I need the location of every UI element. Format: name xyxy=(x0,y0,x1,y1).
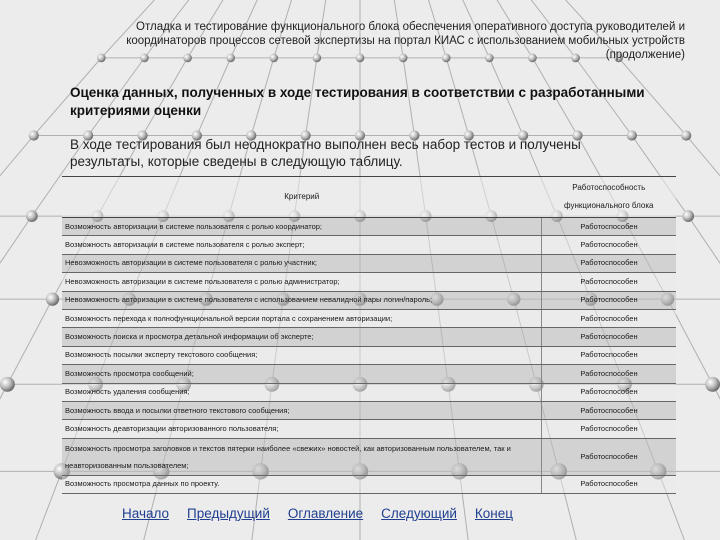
criterion-cell: Возможность удаления сообщения; xyxy=(62,383,542,401)
header-status: Работоспособность функционального блока xyxy=(542,177,677,218)
grid-sphere xyxy=(681,130,691,140)
grid-sphere xyxy=(0,377,15,392)
grid-sphere xyxy=(29,130,39,140)
grid-sphere xyxy=(26,210,38,222)
criterion-cell: Невозможность авторизации в системе пользователя с ролью администратор; xyxy=(62,273,542,291)
grid-sphere xyxy=(682,210,694,222)
table-row xyxy=(62,309,676,327)
status-cell: Работоспособен xyxy=(542,383,677,401)
criterion-cell: Возможность авторизации в системе пользователя с ролью координатор; xyxy=(62,218,542,236)
section-heading: Оценка данных, полученных в ходе тестирования в соответствии с разработанными критериями оценки xyxy=(70,85,645,118)
table-row xyxy=(62,236,676,254)
grid-sphere xyxy=(705,377,720,392)
table-row xyxy=(62,438,676,475)
criterion-cell: Возможность просмотра сообщений; xyxy=(62,365,542,383)
intro-paragraph: В ходе тестирования был неоднократно выполнен весь набор тестов и получены результаты, которые сведены в следующую таблицу. xyxy=(70,137,581,169)
nav-toc-link[interactable]: Оглавление xyxy=(287,506,364,521)
nav-next-link[interactable]: Следующий xyxy=(381,506,457,521)
criterion-cell: Возможность поиска и просмотра детальной информации об эксперте; xyxy=(62,328,542,346)
status-cell: Работоспособен xyxy=(542,420,677,438)
status-cell: Работоспособен xyxy=(542,346,677,364)
header-criterion: Критерий xyxy=(62,177,542,218)
table-row xyxy=(62,218,676,236)
status-cell: Работоспособен xyxy=(542,475,677,493)
nav-start-link[interactable]: Начало xyxy=(122,506,170,521)
status-cell: Работоспособен xyxy=(542,236,677,254)
status-cell: Работоспособен xyxy=(542,273,677,291)
status-cell: Работоспособен xyxy=(542,309,677,327)
status-cell: Работоспособен xyxy=(542,401,677,419)
status-cell: Работоспособен xyxy=(542,438,677,475)
table-header-row xyxy=(62,177,676,218)
table-row xyxy=(62,401,676,419)
slide-caption: Отладка и тестирование функционального блока обеспечения оперативного доступа руководителей и координаторов процессов сетевой экспертизы на портал КИАС с использованием мобильных устройств (продолжение) xyxy=(126,21,685,61)
status-cell: Работоспособен xyxy=(542,254,677,272)
criterion-cell: Возможность ввода и посылки ответного текстового сообщения; xyxy=(62,401,542,419)
criterion-cell: Возможность перехода к полнофункциональной версии портала с сохранением авторизации; xyxy=(62,309,542,327)
table-row xyxy=(62,365,676,383)
table-row xyxy=(62,291,676,309)
criterion-cell: Возможность посылки эксперту текстового сообщения; xyxy=(62,346,542,364)
status-cell: Работоспособен xyxy=(542,218,677,236)
table-row xyxy=(62,420,676,438)
criterion-cell: Возможность деавторизации авторизованного пользователя; xyxy=(62,420,542,438)
status-cell: Работоспособен xyxy=(542,328,677,346)
table-row xyxy=(62,328,676,346)
grid-sphere xyxy=(46,292,59,305)
criterion-cell: Возможность просмотра данных по проекту. xyxy=(62,475,542,493)
table-row xyxy=(62,254,676,272)
status-cell: Работоспособен xyxy=(542,291,677,309)
nav-prev-link[interactable]: Предыдущий xyxy=(187,506,270,521)
table-row xyxy=(62,273,676,291)
criterion-cell: Возможность просмотра заголовков и текстов пятерки наиболее «свежих» новостей, как авторизованным пользователем, так и неавторизованным пользователем; xyxy=(62,438,542,475)
table-row xyxy=(62,346,676,364)
criterion-cell: Возможность авторизации в системе пользователя с ролью эксперт; xyxy=(62,236,542,254)
nav-end-link[interactable]: Конец xyxy=(474,506,513,521)
criterion-cell: Невозможность авторизации в системе пользователя с использованием невалидной пары логин/пароль; xyxy=(62,291,542,309)
navigation-bar xyxy=(122,506,531,521)
status-cell: Работоспособен xyxy=(542,365,677,383)
table-row xyxy=(62,475,676,493)
results-table xyxy=(62,176,676,494)
table-row xyxy=(62,383,676,401)
criterion-cell: Невозможность авторизации в системе пользователя с ролью участник; xyxy=(62,254,542,272)
